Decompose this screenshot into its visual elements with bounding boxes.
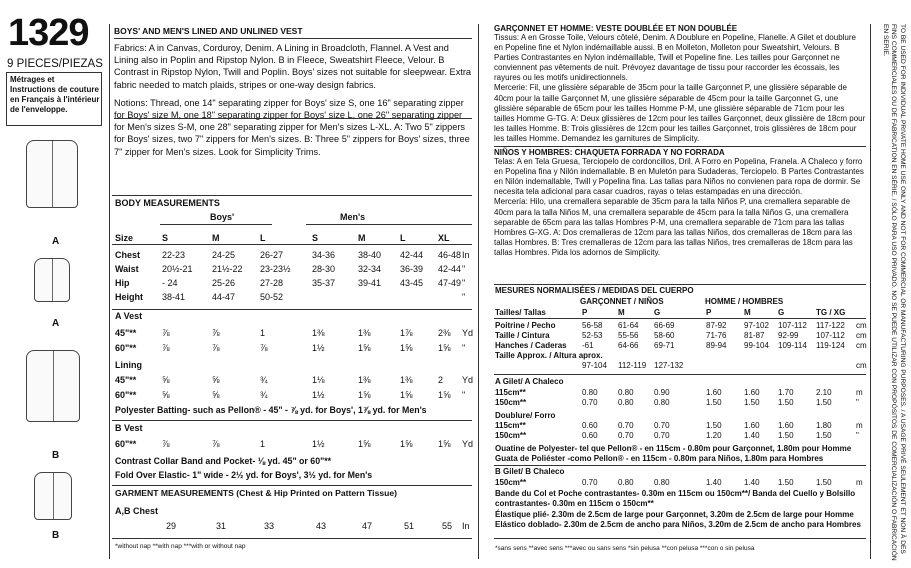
table-cell: 1⅝ xyxy=(438,439,451,449)
table-cell: 0.60 xyxy=(582,421,598,430)
table-cell: 46-48 xyxy=(438,250,462,260)
size-header: P xyxy=(582,308,588,317)
table-cell: 1 xyxy=(260,328,266,338)
boys-header: Boys' xyxy=(210,212,235,222)
table-cell: 0.70 xyxy=(582,478,598,487)
table-cell: 55 xyxy=(442,521,453,531)
size-header: XL xyxy=(438,233,450,243)
size-header: M xyxy=(618,308,625,317)
table-cell: 119-124 xyxy=(816,341,845,350)
bande-text: Bande du Col et Poche contrastantes- 0.30m en 115cm ou 150cm**/ Banda del Cuello y Bolsillo contrastantes- 0.30m en 115cm o 150cm** xyxy=(495,489,856,508)
divider xyxy=(478,24,479,559)
ab-chest-label: A,B Chest xyxy=(115,506,159,516)
table-cell: 27-28 xyxy=(260,278,284,288)
table-cell: 0.60 xyxy=(582,431,598,440)
french-notions: Mercerie: Fil, une glissière séparable de 35cm pour la taille Garçonnet P, une glissière séparable de 40cm pour la taille Garçonnet M, une glissière séparable de 45cm pour la taille Garçonnet G, une glissière séparable de 65cm pour les tailles Homme P-M, une glissière séparable de 71cm pour les tailles Homme G-TG. A: Deux glissières de 12cm pour les tailles Garçonnet, deux glissière de 18cm pour les tailles Homme. B: Trois glissières de 12cm pour les tailles Garçonnet, trois glissières de 18cm pour les tailles Homme. Demandez les garnitures de Simplicity. xyxy=(494,83,866,143)
table-cell: 97-104 xyxy=(582,361,607,370)
table-cell: 29 xyxy=(166,521,177,531)
row-label: 150cm** xyxy=(495,431,527,440)
table-cell: 89-94 xyxy=(706,341,727,350)
table-cell: 0.90 xyxy=(654,388,670,397)
table-cell: 66-69 xyxy=(654,321,675,330)
vest-b-small-sketch xyxy=(34,472,72,520)
row-label: 60"** xyxy=(115,439,137,449)
spanish-fabrics: Telas: A en Tela Gruesa, Terciopelo de cordoncillos, Dril. A Forro en Popelina, Franela. A Chaleco y forro en Popelina fina y Nilón indemallable. B en Muletón para Sudaderas, Terciopelo. B Partes Contrastantes en Nilón indemallable, Twill y Popelina fina. Las tallas para Niños no convienen para ropa de dormir. Se necesita tela adicional para casar cuadros, rayas o telas estampadas en una dirección. xyxy=(494,157,864,197)
table-cell: 43-45 xyxy=(400,278,424,288)
table-cell: 1.80 xyxy=(816,421,832,430)
row-label: 45"** xyxy=(115,375,137,385)
size-header: M xyxy=(744,308,751,317)
garment-measurements-header: GARMENT MEASUREMENTS (Chest & Hip Printed on Pattern Tissue) xyxy=(115,488,398,498)
table-cell: 32-34 xyxy=(358,264,382,274)
table-cell: ⅞ xyxy=(212,439,220,449)
garconnet-header: GARÇONNET / NIÑOS xyxy=(580,297,664,306)
unit-label: m xyxy=(856,388,863,397)
vest-b-front-sketch xyxy=(26,350,80,422)
notions-text: Notions: Thread, one 14" separating zipper for Boys' size S, one 16" separating zipper for Boys' size M, one 18" separating zipper for Boys' size L, one 26" separating zipper for Men's sizes S-M, one 28" separating zipper for Men's sizes L-XL. A: Two 5" zippers for Boys' sizes, two 7" zippers for Men's sizes. B: Three 5" zippers for Boys' sizes, three 7" zipper for Men's sizes. Look for Simplicity Trims. xyxy=(114,97,470,157)
elastic-text: Fold Over Elastic- 1" wide - 2½ yd. for Boys', 3½ yd. for Men's xyxy=(115,470,373,480)
unit-label: " xyxy=(856,398,859,407)
unit-label: m xyxy=(856,478,863,487)
table-cell: ⅞ xyxy=(212,328,220,338)
table-cell: 47 xyxy=(362,521,373,531)
unit-label: " xyxy=(462,343,466,353)
table-cell: 1.60 xyxy=(744,421,760,430)
size-header: L xyxy=(260,233,266,243)
table-cell: 42-44 xyxy=(400,250,424,260)
elastico-text: Elástico doblado- 2.30m de 2.5cm de ancho para Niños, 3.20m de 2.5cm de ancho para Hombres xyxy=(495,520,861,529)
metric-header: MESURES NORMALISÉES / MEDIDAS DEL CUERPO xyxy=(495,286,694,295)
collar-text: Contrast Collar Band and Pocket- ⅛ yd. 45" or 60"** xyxy=(115,456,332,466)
table-cell: 52-53 xyxy=(582,331,603,340)
english-section xyxy=(114,26,472,158)
table-cell: 1⅜ xyxy=(400,375,413,385)
unit-label: m xyxy=(856,421,863,430)
table-cell: 58-60 xyxy=(654,331,675,340)
table-cell: 55-56 xyxy=(618,331,639,340)
size-header: M xyxy=(358,233,366,243)
french-title: GARÇONNET ET HOMME: VESTE DOUBLÉE ET NON DOUBLÉE xyxy=(494,24,738,33)
table-cell: 1⅜ xyxy=(358,375,371,385)
table-cell: 107-112 xyxy=(778,321,807,330)
unit-label: Yd xyxy=(462,439,474,449)
table-cell: 81-87 xyxy=(744,331,765,340)
table-cell: 21½-22 xyxy=(212,264,243,274)
table-cell: 0.80 xyxy=(618,478,634,487)
table-cell: 1⅜ xyxy=(358,328,371,338)
table-cell: 61-64 xyxy=(618,321,639,330)
table-cell: 33 xyxy=(264,521,275,531)
legal-notice-text: TO BE USED FOR INDIVIDUAL PRIVATE HOME USE ONLY AND NOT FOR COMMERCIAL OR MANUFACTURING PURPOSES. / A USAGE PRIVÉ SEULEMENT ET NON À DES FINS COMMERCIALES OU DE FABRICATION EN SÉRIE. / SÓLO PARA USO PRIVADO. NO SE PUEDE UTILIZAR CON PROPÓSITOS DE COMERCIALIZACIÓN O FABRICACIÓN EN SERIE. xyxy=(882,24,906,561)
table-cell: 71-76 xyxy=(706,331,727,340)
ouatine-text: Ouatine de Polyester- tel que Pellon® - en 115cm - 0.80m pour Garçonnet, 1.80m pour Homme xyxy=(495,444,852,453)
table-cell: 1⅝ xyxy=(438,390,451,400)
table-cell: 1.60 xyxy=(706,388,722,397)
table-cell: 1.50 xyxy=(744,398,760,407)
batting-text: Polyester Batting- such as Pellon® - 45" - ⅞ yd. for Boys', 1⅞ yd. for Men's xyxy=(115,405,427,415)
table-cell: 1.20 xyxy=(706,431,722,440)
unit-label: In xyxy=(462,521,470,531)
table-cell: 26-27 xyxy=(260,250,284,260)
table-cell: ⅞ xyxy=(162,439,170,449)
row-label: Taille Approx. / Altura aprox. xyxy=(495,351,603,360)
table-cell: 44-47 xyxy=(212,292,236,302)
english-title: BOYS' AND MEN'S LINED AND UNLINED VEST xyxy=(114,26,303,36)
size-header: S xyxy=(312,233,319,243)
a-gilet-label: A Gilet/ A Chaleco xyxy=(495,377,564,386)
french-spanish-section xyxy=(494,24,866,258)
table-cell: 1.40 xyxy=(706,478,722,487)
size-header: L xyxy=(400,233,406,243)
table-cell: 1.50 xyxy=(778,431,794,440)
table-cell: 1.50 xyxy=(778,398,794,407)
divider xyxy=(109,24,110,559)
size-header: P xyxy=(706,308,712,317)
size-header: S xyxy=(162,233,169,243)
view-label-a: A xyxy=(52,236,60,247)
row-label: Hanches / Caderas xyxy=(495,341,567,350)
unit-label: cm xyxy=(856,361,867,370)
table-cell: 1.70 xyxy=(778,388,794,397)
english-footnote: *without nap **with nap ***with or without nap xyxy=(115,543,246,550)
unit-label: In xyxy=(462,250,470,260)
homme-header: HOMME / HOMBRES xyxy=(705,297,784,306)
size-header: G xyxy=(778,308,785,317)
unit-label: " xyxy=(462,264,466,274)
row-label: Poitrine / Pecho xyxy=(495,321,556,330)
table-cell: 1⅝ xyxy=(438,343,451,353)
guata-text: Guata de Poliéster -como Pellon® - en 115cm - 0.80m para Niños, 1.80m para Hombres xyxy=(495,454,824,463)
table-cell: 28-30 xyxy=(312,264,336,274)
unit-label: cm xyxy=(856,331,867,340)
table-cell: 38-40 xyxy=(358,250,382,260)
table-cell: 1.50 xyxy=(778,478,794,487)
pieces-count: 9 PIECES/PIEZAS xyxy=(7,58,103,70)
table-cell: 1⅝ xyxy=(400,390,413,400)
table-cell: 0.80 xyxy=(582,388,598,397)
unit-label: Yd xyxy=(462,375,474,385)
table-cell: 1.40 xyxy=(744,478,760,487)
row-label: Chest xyxy=(115,250,141,260)
table-cell: 50-52 xyxy=(260,292,284,302)
a-vest-label: A Vest xyxy=(115,311,143,321)
table-cell: ⅞ xyxy=(162,328,170,338)
table-cell: 1⅝ xyxy=(400,439,413,449)
table-cell: 92-99 xyxy=(778,331,799,340)
body-measurements-header: BODY MEASUREMENTS xyxy=(115,198,220,208)
table-cell: 1.50 xyxy=(816,478,832,487)
table-cell: 1⅝ xyxy=(400,343,413,353)
table-cell: ⅝ xyxy=(162,375,170,385)
row-label: 60"** xyxy=(115,390,137,400)
unit-label: cm xyxy=(856,341,867,350)
table-cell: 2 xyxy=(438,375,444,385)
table-cell: 97-102 xyxy=(744,321,769,330)
table-cell: 22-23 xyxy=(162,250,186,260)
table-cell: 127-132 xyxy=(654,361,684,370)
lining-label: Lining xyxy=(115,360,142,370)
view-label-b2: B xyxy=(52,530,60,541)
view-label-a2: A xyxy=(52,318,60,329)
row-label: 150cm** xyxy=(495,478,527,487)
vest-a-front-sketch xyxy=(26,140,78,208)
table-cell: 47-49 xyxy=(438,278,462,288)
row-label: 115cm** xyxy=(495,421,526,430)
table-cell: 56-58 xyxy=(582,321,603,330)
french-fabrics: Tissus: A en Grosse Toile, Velours côtelé, Denim. A Doublure en Popeline, Flanelle. A Gilet et doublure en Popeline fine et Nylon indémaillable aussi. B en Molleton, Molleton pour Sweatshirt, Velours. B Parties Contrastantes en Nylon indémaillable, Twill et Popeline fine. Les tailles pour Garçonnet ne conviennent pas vêtements de nuit. Prévoyez davantage de tissu pour raccorder les écossais, les rayures ou les motifs unidirectionnels. xyxy=(494,33,856,83)
table-cell: 36-39 xyxy=(400,264,424,274)
table-cell: 31 xyxy=(216,521,227,531)
row-label: Waist xyxy=(115,264,139,274)
table-cell: 1⅝ xyxy=(358,390,371,400)
size-header: M xyxy=(212,233,220,243)
fabrics-text: Fabrics: A in Canvas, Corduroy, Denim. A Lining in Broadcloth, Flannel. A Vest and Lining also in Poplin and Ripstop Nylon. B in Fleece, Sweatshirt Fleece, Velour. B Contrast in Ripstop Nylon, Twill and Poplin. Boys' sizes not suitable for sleepwear. Extra fabric needed to match plaids, stripes or one-way design fabrics. xyxy=(114,43,472,90)
mens-header: Men's xyxy=(340,212,366,222)
table-cell: 117-122 xyxy=(816,321,845,330)
table-cell: 1.60 xyxy=(778,421,794,430)
size-label: Size xyxy=(115,233,134,243)
french-footnote: *sans sens **avec sens ***avec ou sans sens *sin pelusa **con pelusa ***con o sin pelusa xyxy=(495,545,755,552)
table-cell: 51 xyxy=(404,521,415,531)
table-cell: 0.80 xyxy=(654,478,670,487)
table-cell: 2.10 xyxy=(816,388,832,397)
table-cell: 20½-21 xyxy=(162,264,193,274)
table-cell: -61 xyxy=(582,341,594,350)
size-header: TG / XG xyxy=(816,308,846,317)
table-cell: 1½ xyxy=(312,390,325,400)
b-gilet-label: B Gilet/ B Chaleco xyxy=(495,467,565,476)
table-cell: 99-104 xyxy=(744,341,769,350)
table-cell: 0.70 xyxy=(654,421,670,430)
table-cell: ⅞ xyxy=(212,343,220,353)
table-cell: 42-44 xyxy=(438,264,462,274)
unit-label: " xyxy=(462,390,466,400)
doublure-label: Doublure/ Forro xyxy=(495,411,556,420)
table-cell: 1⅜ xyxy=(312,328,325,338)
table-cell: 39-41 xyxy=(358,278,382,288)
table-cell: 1.50 xyxy=(816,431,832,440)
table-cell: 1.50 xyxy=(706,421,722,430)
legal-notice xyxy=(872,24,906,564)
table-cell: 107-112 xyxy=(816,331,845,340)
table-cell: 1 xyxy=(260,439,266,449)
french-instructions-note: Métrages et Instructions de couture en Français à l'intérieur de l'enveloppe. xyxy=(6,72,102,126)
table-cell: 87-92 xyxy=(706,321,727,330)
unit-label: " xyxy=(462,278,466,288)
table-cell: 1⅝ xyxy=(358,343,371,353)
table-cell: ¾ xyxy=(260,375,268,385)
table-cell: ⅝ xyxy=(162,390,170,400)
unit-label: cm xyxy=(856,321,867,330)
table-cell: ⅝ xyxy=(212,375,220,385)
table-cell: ⅞ xyxy=(260,343,268,353)
table-cell: 38-41 xyxy=(162,292,186,302)
table-cell: ⅝ xyxy=(212,390,220,400)
row-label: 60"** xyxy=(115,343,137,353)
table-cell: 0.80 xyxy=(618,398,634,407)
table-cell: 1.60 xyxy=(744,388,760,397)
row-label: Taille / Cintura xyxy=(495,331,550,340)
spanish-title: NIÑOS Y HOMBRES: CHAQUETA FORRADA Y NO FORRADA xyxy=(494,146,866,157)
table-cell: 25-26 xyxy=(212,278,236,288)
table-cell: 1.50 xyxy=(816,398,832,407)
table-cell: 0.80 xyxy=(618,388,634,397)
table-cell: 1.40 xyxy=(744,431,760,440)
table-cell: 43 xyxy=(316,521,327,531)
row-label: 115cm** xyxy=(495,388,526,397)
unit-label: " xyxy=(856,431,859,440)
tailles-label: Tailles/ Tallas xyxy=(495,308,546,317)
table-cell: - 24 xyxy=(162,278,178,288)
table-cell: 0.70 xyxy=(618,431,634,440)
table-cell: 1⅛ xyxy=(312,375,325,385)
unit-label: Yd xyxy=(462,328,474,338)
table-cell: 0.70 xyxy=(582,398,598,407)
table-cell: 1⅝ xyxy=(358,439,371,449)
divider xyxy=(870,24,871,559)
table-cell: 69-71 xyxy=(654,341,675,350)
pattern-info-column xyxy=(0,0,108,568)
row-label: 150cm** xyxy=(495,398,527,407)
table-cell: 2⅜ xyxy=(438,328,451,338)
unit-label: " xyxy=(462,292,466,302)
table-cell: 0.80 xyxy=(654,398,670,407)
table-cell: 0.70 xyxy=(654,431,670,440)
row-label: 45"** xyxy=(115,328,137,338)
table-cell: 0.70 xyxy=(618,421,634,430)
size-header: G xyxy=(654,308,661,317)
table-cell: 1⅞ xyxy=(400,328,413,338)
table-cell: 1.50 xyxy=(706,398,722,407)
view-label-b: B xyxy=(52,450,60,461)
pattern-number: 1329 xyxy=(8,12,89,54)
elastique-text: Élastique plié- 2.30m de 2.5cm de large pour Garçonnet, 3.20m de 2.5cm de large pour Homme xyxy=(495,510,854,519)
table-cell: 24-25 xyxy=(212,250,236,260)
row-label: Height xyxy=(115,292,143,302)
table-cell: 1½ xyxy=(312,343,325,353)
table-cell: ¾ xyxy=(260,390,268,400)
table-cell: 112-119 xyxy=(618,361,647,370)
table-cell: 64-66 xyxy=(618,341,639,350)
table-cell: 23-23½ xyxy=(260,264,291,274)
table-cell: 109-114 xyxy=(778,341,807,350)
table-cell: 34-36 xyxy=(312,250,336,260)
b-vest-label: B Vest xyxy=(115,423,143,433)
row-label: Hip xyxy=(115,278,130,288)
spanish-notions: Mercería: Hilo, una cremallera separable de 35cm para la talla Niños P, una cremallera separable de 40cm para la talla Niños M, una cremallera separable de 45cm para la talla Niños G, una cremallera separable de 65cm para las tallas Hombres P-M, una cremallera separable de 71cm para las tallas Hombres G-XG. A: Dos cremalleras de 12cm para las tallas Niños, dos cremalleras de 18cm para las tallas Hombres. B: Tres cremalleras de 12cm para las tallas Niños, tres cremalleras de 18cm para las tallas Hombres. Pida los adornos de Simplicity. xyxy=(494,197,853,257)
table-cell: 35-37 xyxy=(312,278,336,288)
vest-a-small-sketch xyxy=(34,258,70,302)
table-cell: 1½ xyxy=(312,439,325,449)
table-cell: ⅞ xyxy=(162,343,170,353)
